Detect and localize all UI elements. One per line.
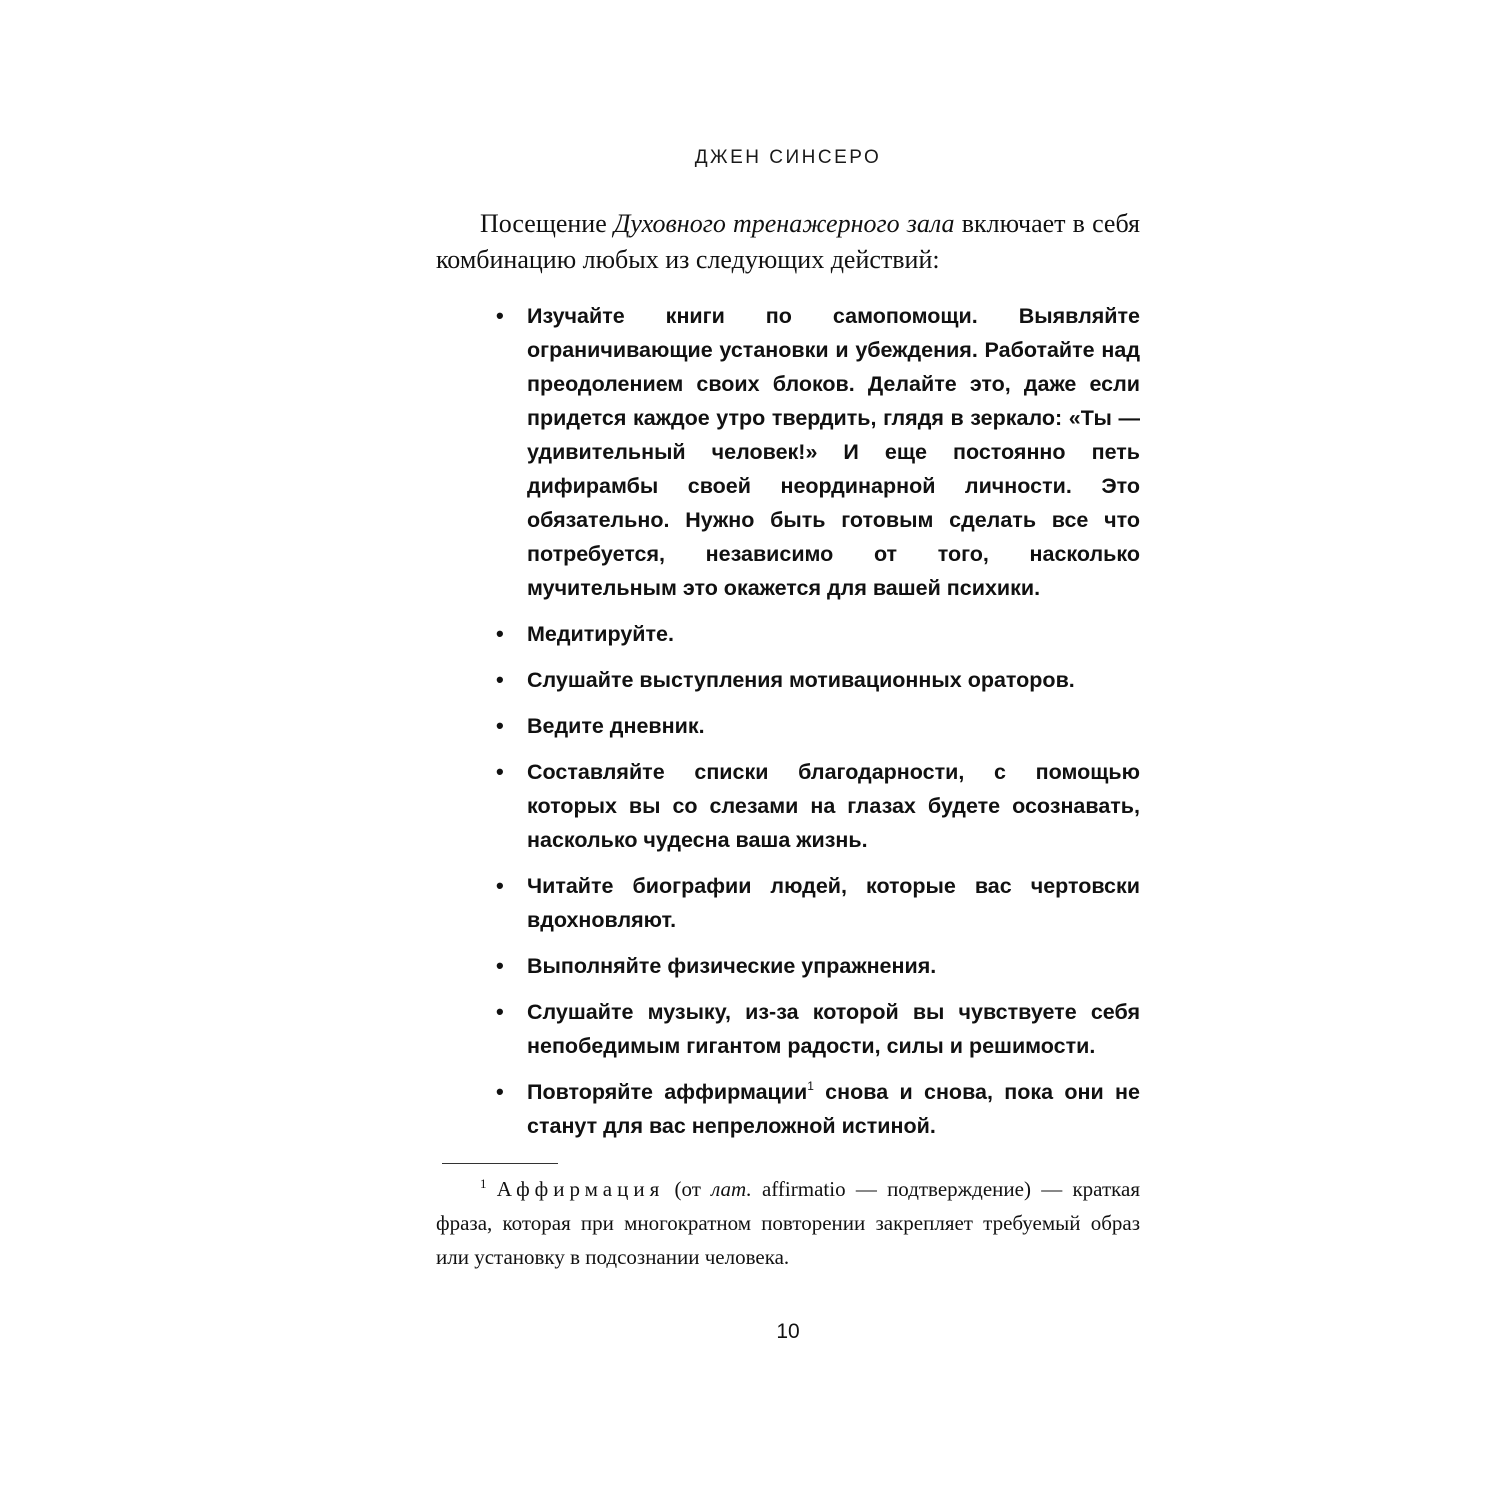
list-item — [436, 299, 1140, 605]
footnote-mark: 1 — [480, 1176, 487, 1191]
bullet-icon: • — [496, 759, 504, 784]
list-item-text-end: снова и снова, пока они не станут для вас непреложной истиной. — [527, 1080, 1140, 1138]
list-item — [436, 617, 1140, 651]
list-item — [436, 995, 1140, 1063]
list-item — [436, 1075, 1140, 1143]
footnote-divider — [442, 1163, 558, 1164]
activity-list — [436, 299, 1140, 1155]
intro-paragraph — [436, 206, 1140, 278]
intro-text-end: включает в себя комбинацию любых из следующих действий: — [436, 209, 1141, 274]
book-page — [436, 0, 1140, 1500]
list-item-text: Медитируйте. — [527, 622, 674, 646]
list-item — [436, 709, 1140, 743]
footnote-text: affirmatio — подтверждение) — краткая фраза, которая при многократном повторении закрепляет требуемый образ или установку в подсознании человека. — [436, 1177, 1140, 1269]
footnote-lang: лат. — [711, 1177, 752, 1201]
intro-text-start: Посещение — [480, 209, 614, 238]
list-item — [436, 663, 1140, 697]
intro-italic-term: Духовного тренажерного зала — [613, 209, 955, 238]
bullet-icon: • — [496, 873, 504, 898]
bullet-icon: • — [496, 999, 504, 1024]
list-item-text: Составляйте списки благодарности, с помощью которых вы со слезами на глазах будете осознавать, насколько чудесна ваша жизнь. — [527, 760, 1140, 852]
footnote-paren: (от — [664, 1177, 712, 1201]
list-item-text-start: Повторяйте аффирмации — [527, 1080, 808, 1104]
footnote-reference[interactable]: 1 — [807, 1079, 814, 1093]
list-item-text: Ведите дневник. — [527, 714, 705, 738]
list-item-text: Выполняйте физические упражнения. — [527, 954, 937, 978]
bullet-icon: • — [496, 621, 504, 646]
list-item-text: Изучайте книги по самопомощи. Выявляйте ограничивающие установки и убеждения. Работайте над преодолением своих блоков. Делайте это, даже если придется каждое утро твердить, глядя в зеркало: «Ты — удивительный человек!» И еще постоянно петь дифирамбы своей неординарной личности. Это обязательно. Нужно быть готовым сделать все что потребуется, независимо от того, насколько мучительным это окажется для вашей психики. — [527, 304, 1140, 600]
page-number: 10 — [776, 1320, 800, 1343]
bullet-icon: • — [496, 667, 504, 692]
bullet-icon: • — [496, 1079, 504, 1104]
list-item-text: Слушайте выступления мотивационных ораторов. — [527, 668, 1075, 692]
list-item-text: Читайте биографии людей, которые вас чертовски вдохновляют. — [527, 874, 1140, 932]
footnote-term: Аффирмация — [496, 1177, 665, 1201]
list-item-text: Слушайте музыку, из-за которой вы чувствуете себя непобедимым гигантом радости, силы и решимости. — [527, 1000, 1140, 1058]
list-item — [436, 755, 1140, 857]
bullet-icon: • — [496, 303, 504, 328]
list-item — [436, 949, 1140, 983]
running-head: ДЖЕН СИНСЕРО — [694, 147, 882, 168]
bullet-icon: • — [496, 713, 504, 738]
footnote — [436, 1172, 1140, 1274]
list-item — [436, 869, 1140, 937]
bullet-icon: • — [496, 953, 504, 978]
